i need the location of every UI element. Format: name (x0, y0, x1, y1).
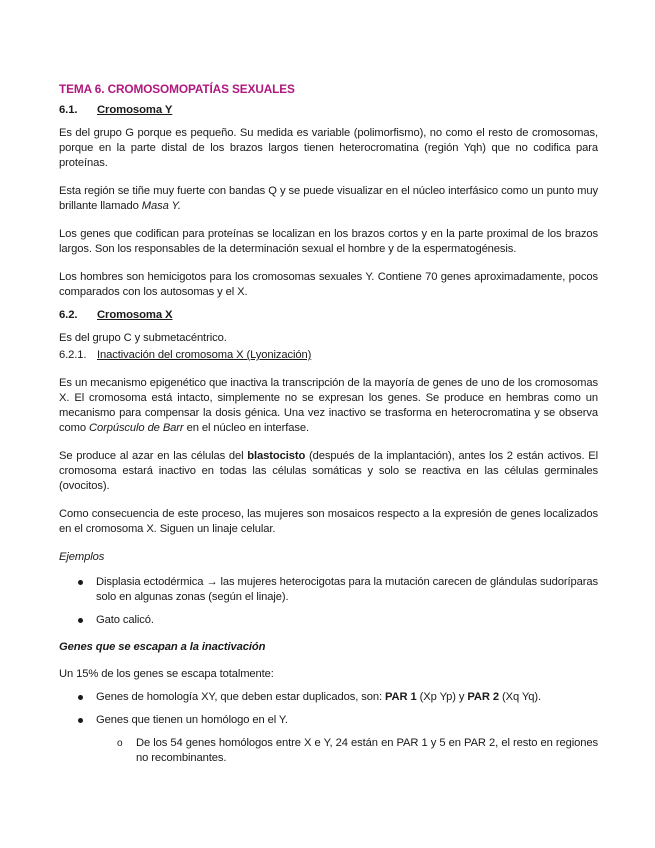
examples-list (59, 575, 598, 628)
subsection-number: 6.2.1. (59, 349, 87, 361)
paragraph: Es del grupo C y submetacéntrico. (59, 332, 227, 344)
paragraph: Los hombres son hemicigotos para los cromosomas sexuales Y. Contiene 70 genes aproximadamente, pocos comparados con los autosomas y el X. (59, 271, 598, 298)
section-number: 6.1. (59, 104, 78, 116)
list-item: Displasia ectodérmica → las mujeres heterocigotas para la mutación carecen de glándulas sudoríparas solo en algunas zonas (según el linaje). (59, 575, 598, 605)
section-number: 6.2. (59, 309, 78, 321)
paragraph: Es un mecanismo epigenético que inactiva la transcripción de la mayoría de genes de uno de los cromosomas X. El cromosoma está intacto, simplemente no se expresan los genes. Se produce en hembras como un mecanismo para compensar la dosis génica. Una vez inactivo se trasforma en heterocromatina y se observa como Corpúsculo de Barr en el núcleo en interfase. (59, 377, 598, 434)
paragraph: Un 15% de los genes se escapa totalmente: (59, 668, 274, 680)
document-content (59, 82, 598, 774)
section-label: Cromosoma X (97, 309, 173, 321)
paragraph: Se produce al azar en las células del blastocisto (después de la implantación), antes los 2 están activos. El cromosoma estará inactivo en todas las células somáticas y solo se reactiva en las células germinales (ovocitos). (59, 450, 598, 492)
list-item: Genes que tienen un homólogo en el Y. (59, 713, 598, 728)
list-item: Genes de homología XY, que deben estar duplicados, son: PAR 1 (Xp Yp) y PAR 2 (Xq Yq). (59, 690, 598, 705)
subsection-label: Inactivación del cromosoma X (Lyonización) (97, 349, 312, 361)
section-heading-6-1 (59, 103, 598, 118)
paragraph: Los genes que codifican para proteínas se localizan en los brazos cortos y en la parte proximal de los brazos largos. Son los responsables de la determinación sexual el hombre y de la espermatogénesis. (59, 228, 598, 255)
paragraph: Esta región se tiñe muy fuerte con bandas Q y se puede visualizar en el núcleo interfásico como un punto muy brillante llamado Masa Y. (59, 185, 598, 212)
escape-list (59, 690, 598, 766)
section-heading-6-2 (59, 308, 598, 323)
escape-heading: Genes que se escapan a la inactivación (59, 641, 266, 653)
list-item: Gato calicó. (59, 613, 598, 628)
sub-list-item: o De los 54 genes homólogos entre X e Y, 24 están en PAR 1 y 5 en PAR 2, el resto en regiones no recombinantes. (59, 736, 598, 766)
section-label: Cromosoma Y (97, 104, 173, 116)
paragraph: Es del grupo G porque es pequeño. Su medida es variable (polimorfismo), no como el resto de cromosomas, porque en la parte distal de los brazos largos tienen heterocromatina (región Yqh) que no codifica para proteínas. (59, 127, 598, 169)
page-title: TEMA 6. CROMOSOMOPATÍAS SEXUALES (59, 82, 295, 96)
paragraph: Como consecuencia de este proceso, las mujeres son mosaicos respecto a la expresión de genes localizados en el cromosoma X. Siguen un linaje celular. (59, 508, 598, 535)
subsection-heading-6-2-1 (59, 348, 598, 363)
examples-heading: Ejemplos (59, 551, 105, 563)
